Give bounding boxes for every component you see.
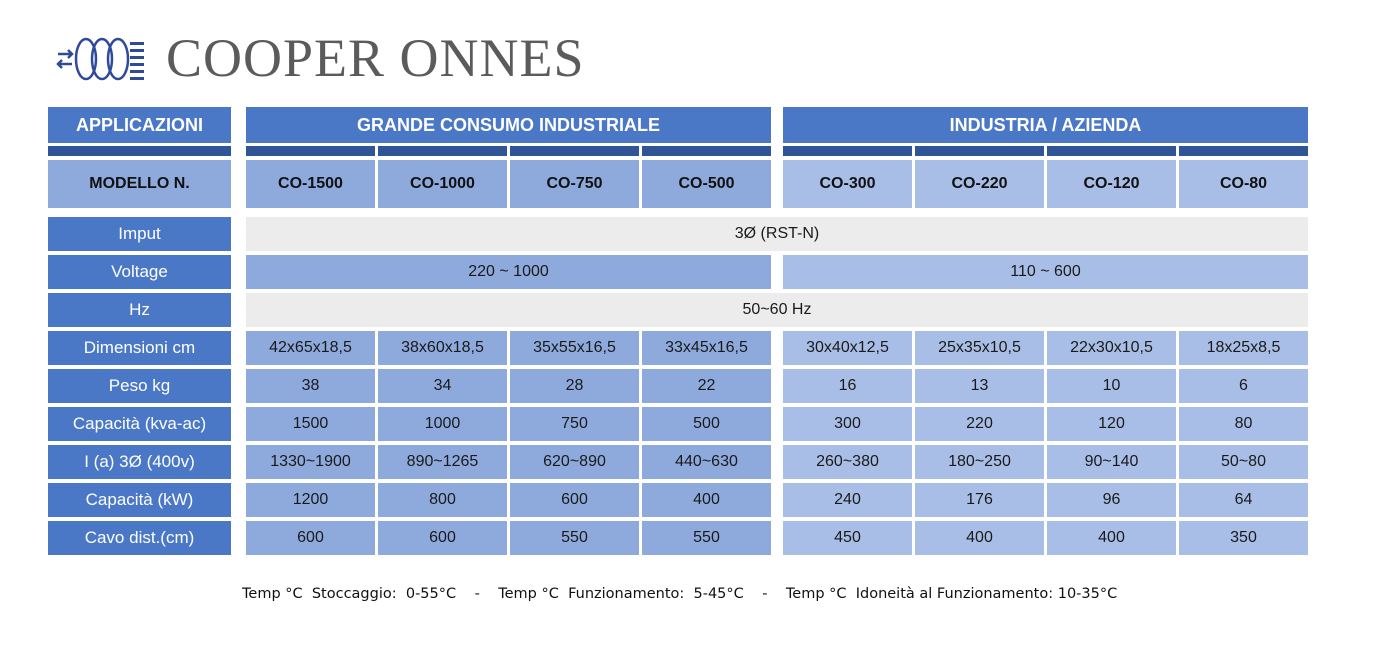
model-cell: CO-120 [1047, 160, 1176, 208]
capacita_kva-cell: 500 [642, 407, 771, 441]
dimensioni-cell: 33x45x16,5 [642, 331, 771, 365]
brand-name: COOPER ONNES [166, 28, 585, 88]
peso-cell: 22 [642, 369, 771, 403]
dimensioni-cell: 25x35x10,5 [915, 331, 1044, 365]
divider-bar [1179, 146, 1308, 156]
divider-bar [783, 146, 912, 156]
peso-cell: 6 [1179, 369, 1308, 403]
corrente-cell: 90~140 [1047, 445, 1176, 479]
corrente-cell: 620~890 [510, 445, 639, 479]
divider-bar [1047, 146, 1176, 156]
dimensioni-cell: 35x55x16,5 [510, 331, 639, 365]
row-label-corrente: I (a) 3Ø (400v) [48, 445, 231, 479]
capacita_kva-cell: 120 [1047, 407, 1176, 441]
capacita_kw-cell: 400 [642, 483, 771, 517]
divider-bar [378, 146, 507, 156]
capacita_kva-cell: 80 [1179, 407, 1308, 441]
model-cell: CO-500 [642, 160, 771, 208]
model-cell: CO-220 [915, 160, 1044, 208]
cavo-cell: 350 [1179, 521, 1308, 555]
divider-bar [510, 146, 639, 156]
cavo-cell: 600 [246, 521, 375, 555]
dimensioni-cell: 38x60x18,5 [378, 331, 507, 365]
capacita_kw-cell: 1200 [246, 483, 375, 517]
model-cell: CO-1000 [378, 160, 507, 208]
capacita_kva-cell: 220 [915, 407, 1044, 441]
dimensioni-cell: 18x25x8,5 [1179, 331, 1308, 365]
row-label-peso: Peso kg [48, 369, 231, 403]
divider-bar [642, 146, 771, 156]
corrente-cell: 440~630 [642, 445, 771, 479]
row-label-dimensioni: Dimensioni cm [48, 331, 231, 365]
voltage-group2-value: 110 ~ 600 [783, 255, 1308, 289]
row-label-imput: Imput [48, 217, 231, 251]
divider-bar [246, 146, 375, 156]
corrente-cell: 180~250 [915, 445, 1044, 479]
capacita_kva-cell: 750 [510, 407, 639, 441]
voltage-group1-value: 220 ~ 1000 [246, 255, 771, 289]
dimensioni-cell: 42x65x18,5 [246, 331, 375, 365]
model-cell: CO-1500 [246, 160, 375, 208]
capacita_kw-cell: 176 [915, 483, 1044, 517]
row-label-voltage: Voltage [48, 255, 231, 289]
model-cell: CO-80 [1179, 160, 1308, 208]
capacita_kva-cell: 1000 [378, 407, 507, 441]
peso-cell: 13 [915, 369, 1044, 403]
modello-label: MODELLO N. [48, 160, 231, 208]
row-label-capacita_kva: Capacità (kva-ac) [48, 407, 231, 441]
cavo-cell: 600 [378, 521, 507, 555]
capacita_kw-cell: 240 [783, 483, 912, 517]
cavo-cell: 400 [1047, 521, 1176, 555]
corrente-cell: 260~380 [783, 445, 912, 479]
row-label-hz: Hz [48, 293, 231, 327]
capacita_kva-cell: 1500 [246, 407, 375, 441]
peso-cell: 10 [1047, 369, 1176, 403]
cavo-cell: 550 [642, 521, 771, 555]
corrente-cell: 1330~1900 [246, 445, 375, 479]
cavo-cell: 450 [783, 521, 912, 555]
imput-value: 3Ø (RST-N) [246, 217, 1308, 251]
corrente-cell: 890~1265 [378, 445, 507, 479]
model-cell: CO-300 [783, 160, 912, 208]
company-logo-icon [54, 30, 154, 86]
capacita_kw-cell: 800 [378, 483, 507, 517]
divider-bar [915, 146, 1044, 156]
header-group-grande-consumo: GRANDE CONSUMO INDUSTRIALE [246, 107, 771, 143]
model-cell: CO-750 [510, 160, 639, 208]
capacita_kw-cell: 600 [510, 483, 639, 517]
header-applicazioni: APPLICAZIONI [48, 107, 231, 143]
hz-value: 50~60 Hz [246, 293, 1308, 327]
capacita_kw-cell: 64 [1179, 483, 1308, 517]
divider-bar [48, 146, 231, 156]
temperature-footnote: Temp °C Stoccaggio: 0-55°C - Temp °C Funzionamento: 5-45°C - Temp °C Idoneità al Funzionamento: 10-35°C [242, 586, 1118, 602]
capacita_kw-cell: 96 [1047, 483, 1176, 517]
corrente-cell: 50~80 [1179, 445, 1308, 479]
capacita_kva-cell: 300 [783, 407, 912, 441]
dimensioni-cell: 22x30x10,5 [1047, 331, 1176, 365]
row-label-capacita_kw: Capacità (kW) [48, 483, 231, 517]
cavo-cell: 400 [915, 521, 1044, 555]
company-logo [54, 28, 585, 88]
row-label-cavo: Cavo dist.(cm) [48, 521, 231, 555]
peso-cell: 34 [378, 369, 507, 403]
peso-cell: 38 [246, 369, 375, 403]
dimensioni-cell: 30x40x12,5 [783, 331, 912, 365]
peso-cell: 28 [510, 369, 639, 403]
header-group-industria: INDUSTRIA / AZIENDA [783, 107, 1308, 143]
peso-cell: 16 [783, 369, 912, 403]
cavo-cell: 550 [510, 521, 639, 555]
